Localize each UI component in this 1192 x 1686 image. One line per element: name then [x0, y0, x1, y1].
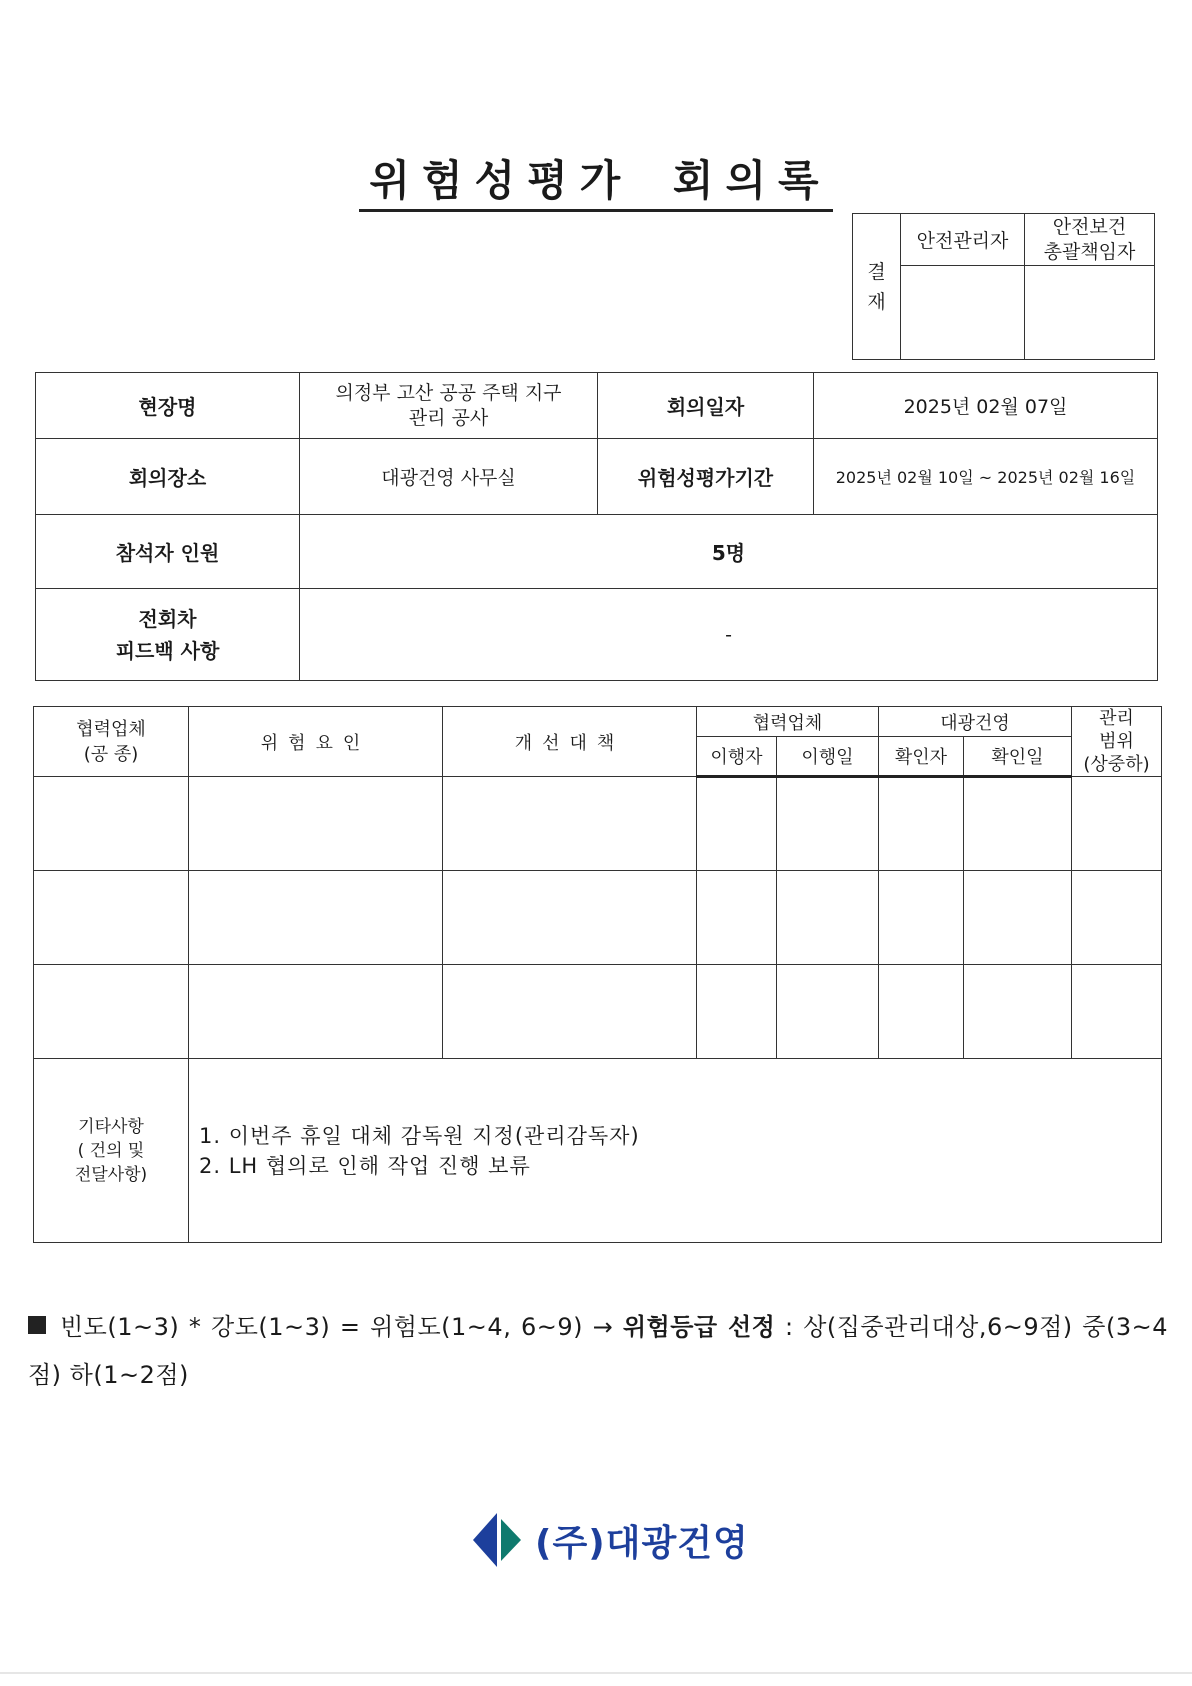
site-name-value: 의정부 고산 공공 주택 지구 관리 공사	[300, 373, 598, 439]
cell-measure[interactable]	[443, 871, 697, 965]
document-title-wrap	[0, 148, 1192, 208]
cell-mgmt-range[interactable]	[1072, 965, 1162, 1059]
meeting-info-table	[35, 372, 1158, 681]
cell-exec-date[interactable]	[777, 871, 879, 965]
col-measure-header: 개선대책	[443, 707, 697, 777]
table-row	[34, 965, 1162, 1059]
cell-measure[interactable]	[443, 965, 697, 1059]
approval-safety-manager-sign[interactable]	[901, 266, 1025, 360]
col-exec-date-header: 이행일	[777, 737, 879, 777]
cell-mgmt-range[interactable]	[1072, 777, 1162, 871]
site-name-label: 현장명	[36, 373, 300, 439]
assessment-period-value: 2025년 02월 10일 ~ 2025년 02월 16일	[814, 439, 1158, 515]
approval-safety-manager-label: 안전관리자	[901, 214, 1025, 266]
cell-executor[interactable]	[697, 777, 777, 871]
meeting-date-label: 회의일자	[598, 373, 814, 439]
attendees-value: 5명	[300, 515, 1158, 589]
risk-formula	[28, 1303, 1168, 1399]
col-risk-factor-header: 위험요인	[189, 707, 443, 777]
group-daegwang-header: 대광건영	[879, 707, 1072, 737]
cell-executor[interactable]	[697, 871, 777, 965]
table-row	[34, 871, 1162, 965]
company-logo-text: (주)대광건영	[535, 1522, 749, 1564]
cell-check-date[interactable]	[964, 871, 1072, 965]
col-checker-header: 확인자	[879, 737, 964, 777]
group-partner-header: 협력업체	[697, 707, 879, 737]
cell-mgmt-range[interactable]	[1072, 871, 1162, 965]
col-executor-header: 이행자	[697, 737, 777, 777]
formula-bold: 위험등급 선정	[622, 1313, 776, 1341]
cell-check-date[interactable]	[964, 777, 1072, 871]
cell-risk-factor[interactable]	[189, 871, 443, 965]
page-bottom-divider	[0, 1672, 1192, 1674]
cell-partner[interactable]	[34, 777, 189, 871]
table-row	[34, 777, 1162, 871]
feedback-value: -	[300, 589, 1158, 681]
cell-exec-date[interactable]	[777, 965, 879, 1059]
approval-general-manager-label: 안전보건 총괄책임자	[1025, 214, 1155, 266]
cell-exec-date[interactable]	[777, 777, 879, 871]
cell-executor[interactable]	[697, 965, 777, 1059]
formula-part2: : 상(집중관리대상,6~9점) 중(3~4점) 하(1~2점)	[28, 1313, 1168, 1389]
document-title: 위험성평가 회의록	[359, 156, 832, 212]
cell-checker[interactable]	[879, 965, 964, 1059]
col-partner-header: 협력업체 (공 종)	[34, 707, 189, 777]
approval-general-manager-sign[interactable]	[1025, 266, 1155, 360]
meeting-place-value: 대광건영 사무실	[300, 439, 598, 515]
cell-risk-factor[interactable]	[189, 777, 443, 871]
cell-partner[interactable]	[34, 871, 189, 965]
bullet-square-icon	[28, 1316, 46, 1334]
feedback-label: 전회차 피드백 사항	[36, 589, 300, 681]
col-check-date-header: 확인일	[964, 737, 1072, 777]
company-logo-icon	[473, 1513, 521, 1567]
assessment-period-label: 위험성평가기간	[598, 439, 814, 515]
cell-measure[interactable]	[443, 777, 697, 871]
approval-box	[852, 213, 1155, 360]
note-item: 2. LH 협의로 인해 작업 진행 보류	[199, 1153, 531, 1178]
cell-partner[interactable]	[34, 965, 189, 1059]
note-item: 1. 이번주 휴일 대체 감독원 지정(관리감독자)	[199, 1123, 640, 1148]
notes-content	[189, 1059, 1162, 1243]
cell-checker[interactable]	[879, 777, 964, 871]
risk-assessment-table	[33, 706, 1162, 1243]
col-mgmt-range-header: 관리 범위 (상중하)	[1072, 707, 1162, 777]
formula-part1: 빈도(1~3) * 강도(1~3) = 위험도(1~4, 6~9) →	[60, 1313, 614, 1341]
cell-checker[interactable]	[879, 871, 964, 965]
meeting-place-label: 회의장소	[36, 439, 300, 515]
notes-label: 기타사항 ( 건의 및 전달사항)	[34, 1059, 189, 1243]
company-logo	[473, 1513, 749, 1567]
cell-check-date[interactable]	[964, 965, 1072, 1059]
approval-label: 결 재	[853, 214, 901, 360]
meeting-date-value: 2025년 02월 07일	[814, 373, 1158, 439]
attendees-label: 참석자 인원	[36, 515, 300, 589]
cell-risk-factor[interactable]	[189, 965, 443, 1059]
